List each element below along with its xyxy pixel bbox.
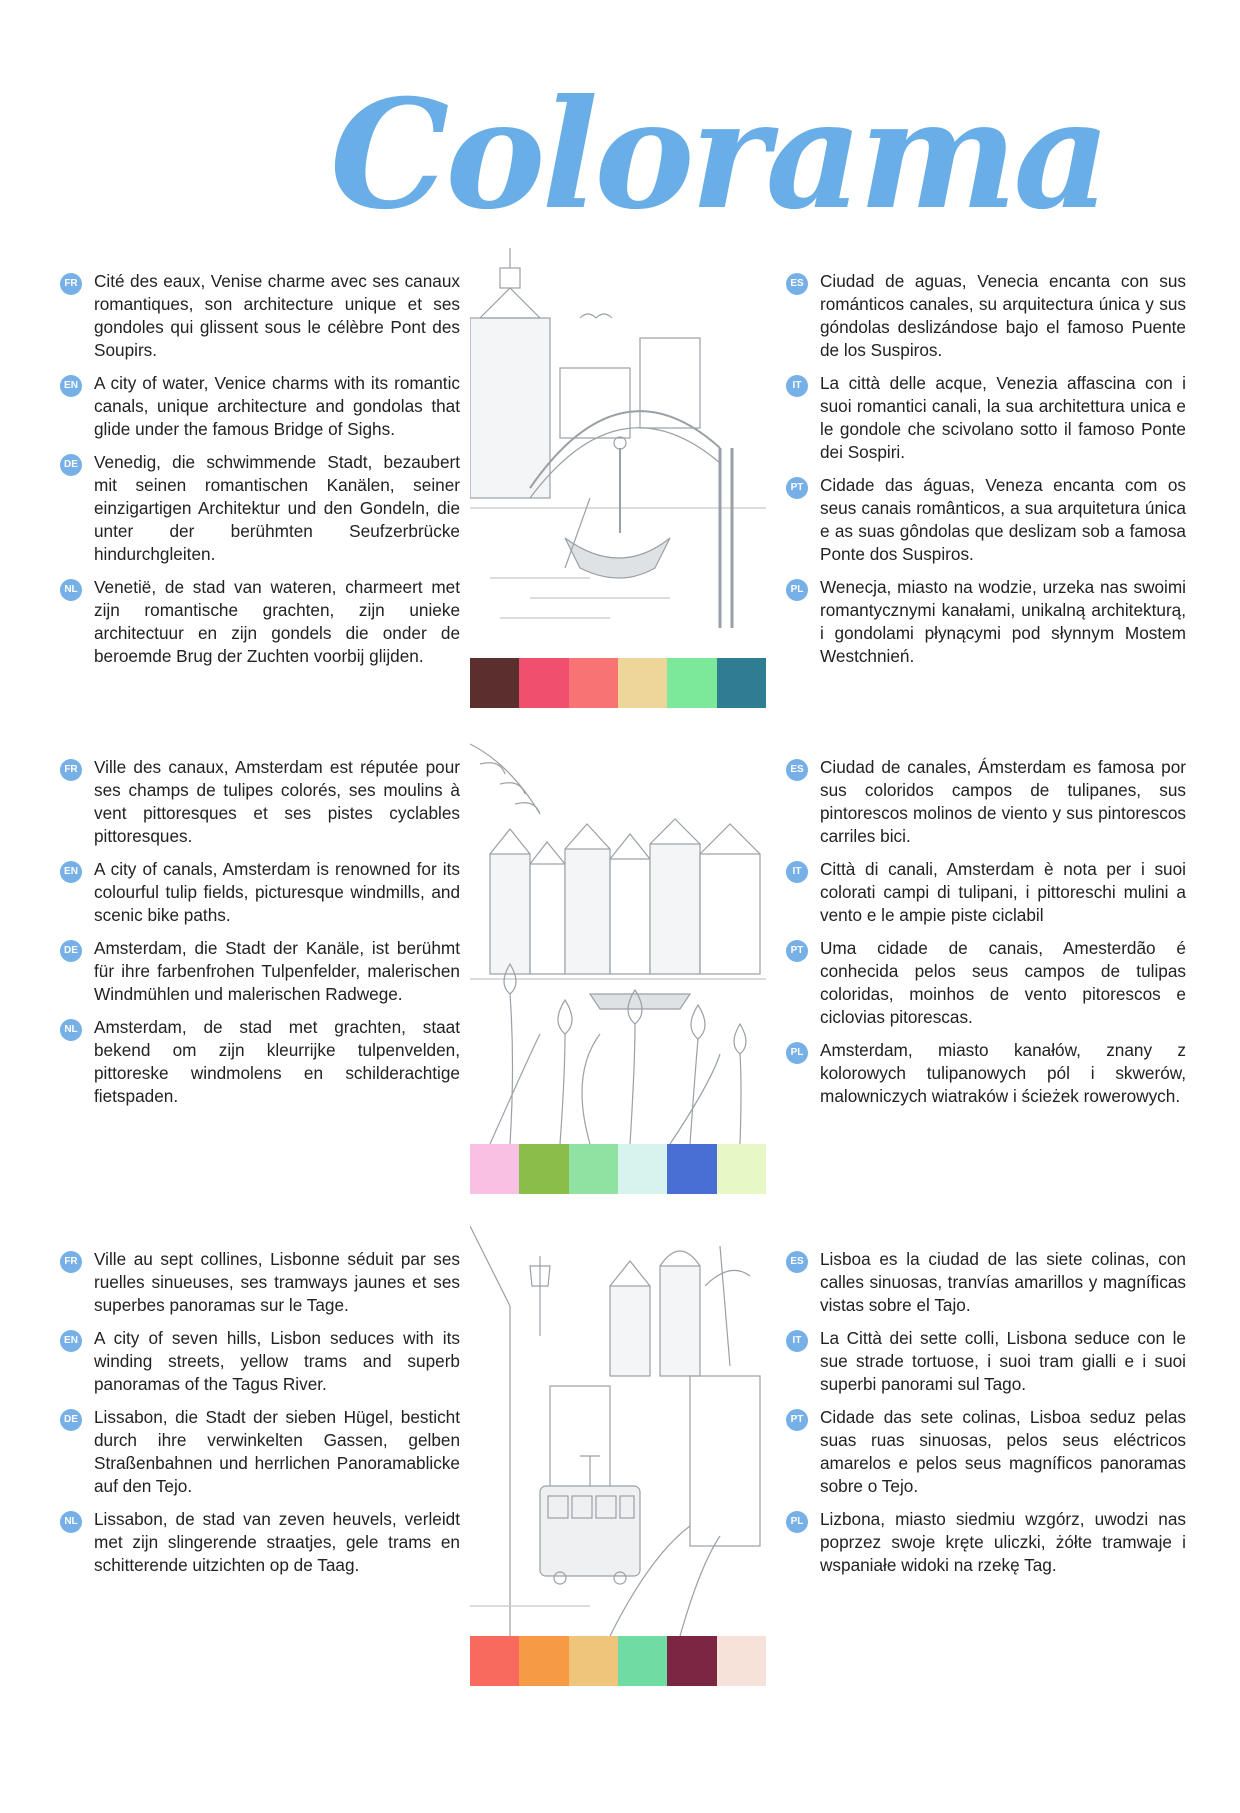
lang-text: A city of water, Venice charms with its romantic canals, unique architecture and gondolas that glide under the famous Bridge of Sighs. (94, 373, 460, 439)
lang-text: Lisboa es la ciudad de las siete colinas, con calles sinuosas, tranvías amarillos y magníficas vistas sobre el Tajo. (820, 1249, 1186, 1315)
lang-badge: ES (786, 759, 808, 781)
lang-text: Ville des canaux, Amsterdam est réputée pour ses champs de tulipes colorés, ses moulins à vent pittoresques et ses pistes cyclables pittoresques. (94, 757, 460, 846)
lang-badge: DE (60, 940, 82, 962)
lang-badge: IT (786, 861, 808, 883)
lang-badge: ES (786, 273, 808, 295)
lang-text: Uma cidade de canais, Amesterdão é conhecida pelos seus campos de tulipas coloridas, moinhos de vento pitorescos e ciclovias pitorescas. (820, 938, 1186, 1027)
lang-entry (60, 451, 460, 566)
lang-text: La Città dei sette colli, Lisbona seduce con le sue strade tortuose, i suoi tram gialli e i suoi superbi panorami sul Tago. (820, 1328, 1186, 1394)
lang-entry (786, 858, 1186, 927)
lang-badge: PL (786, 1511, 808, 1533)
amsterdam-illustration (470, 734, 766, 1144)
text-column-left (60, 270, 460, 678)
lang-text: Ciudad de aguas, Venecia encanta con sus románticos canales, su arquitectura única y sus góndolas deslizándose bajo el famoso Puente de los Suspiros. (820, 271, 1186, 360)
text-column-right (786, 270, 1186, 678)
lang-badge: FR (60, 1251, 82, 1273)
lang-text: Cidade das sete colinas, Lisboa seduz pelas suas ruas sinuosas, pelos seus eléctricos amarelos e pelos seus magníficos panoramas sobre o Tejo. (820, 1407, 1186, 1496)
lang-entry (60, 756, 460, 848)
lang-text: Città di canali, Amsterdam è nota per i suoi colorati campi di tulipani, i pittoreschi mulini a vento e le ampie piste ciclabil (820, 859, 1186, 925)
color-swatch (618, 1144, 667, 1194)
text-column-left (60, 756, 460, 1118)
lang-text: Lissabon, die Stadt der sieben Hügel, besticht durch ihre verwinkelten Gassen, gelben Straßenbahnen und herrlichen Panoramablicke auf den Tejo. (94, 1407, 460, 1496)
lang-badge: FR (60, 759, 82, 781)
lang-entry (60, 270, 460, 362)
color-palette (470, 1636, 766, 1686)
color-swatch (569, 1144, 618, 1194)
text-column-right (786, 756, 1186, 1118)
lang-entry (60, 1406, 460, 1498)
color-swatch (717, 1636, 766, 1686)
colorama-logo: Colorama (330, 67, 1107, 243)
lang-entry (60, 1508, 460, 1577)
lang-entry (60, 1016, 460, 1108)
lang-badge: NL (60, 1511, 82, 1533)
lang-text: Venetië, de stad van wateren, charmeert met zijn romantische grachten, zijn unieke architectuur en zijn gondels die onder de beroemde Brug der Zuchten voorbij glijden. (94, 577, 460, 666)
lang-entry (786, 1039, 1186, 1108)
lang-badge: DE (60, 1409, 82, 1431)
lang-badge: IT (786, 375, 808, 397)
lang-entry (786, 1406, 1186, 1498)
lang-badge: FR (60, 273, 82, 295)
lang-entry (786, 756, 1186, 848)
color-swatch (569, 658, 618, 708)
lang-badge: PT (786, 1409, 808, 1431)
lang-text: Amsterdam, de stad met grachten, staat bekend om zijn kleurrijke tulpenvelden, pittoreske windmolens en schilderachtige fietspaden. (94, 1017, 460, 1106)
color-palette (470, 1144, 766, 1194)
lang-text: Wenecja, miasto na wodzie, urzeka nas swoimi romantycznymi kanałami, unikalną architekturą, i gondolami płynącymi pod słynnym Mostem Westchnień. (820, 577, 1186, 666)
lang-text: Cidade das águas, Veneza encanta com os seus canais românticos, a sua arquitetura única e as suas gôndolas que deslizam sob a famosa Ponte dos Suspiros. (820, 475, 1186, 564)
lang-text: Amsterdam, miasto kanałów, znany z kolorowych tulipanowych pól i skwerów, malowniczych wiatraków i ścieżek rowerowych. (820, 1040, 1186, 1106)
lang-badge: EN (60, 375, 82, 397)
color-swatch (470, 658, 519, 708)
lang-text: A city of seven hills, Lisbon seduces with its winding streets, yellow trams and superb panoramas of the Tagus River. (94, 1328, 460, 1394)
lang-text: A city of canals, Amsterdam is renowned for its colourful tulip fields, picturesque windmills, and scenic bike paths. (94, 859, 460, 925)
color-swatch (667, 1636, 716, 1686)
lang-entry (60, 937, 460, 1006)
color-swatch (717, 658, 766, 708)
lang-badge: EN (60, 861, 82, 883)
color-swatch (618, 1636, 667, 1686)
lang-entry (786, 1508, 1186, 1577)
lang-text: Lizbona, miasto siedmiu wzgórz, uwodzi nas poprzez swoje kręte uliczki, żółte tramwaje i wspaniałe widoki na rzekę Tag. (820, 1509, 1186, 1575)
color-swatch (519, 1636, 568, 1686)
color-swatch (667, 1144, 716, 1194)
color-palette (470, 658, 766, 708)
lang-text: Amsterdam, die Stadt der Kanäle, ist berühmt für ihre farbenfrohen Tulpenfelder, malerischen Windmühlen und malerischen Radwege. (94, 938, 460, 1004)
color-swatch (470, 1144, 519, 1194)
lang-text: Ville au sept collines, Lisbonne séduit par ses ruelles sinueuses, ses tramways jaunes et ses superbes panoramas sur le Tage. (94, 1249, 460, 1315)
lang-text: Ciudad de canales, Ámsterdam es famosa por sus coloridos campos de tulipanes, sus pintorescos molinos de viento y sus pintorescos carriles bici. (820, 757, 1186, 846)
lang-badge: PL (786, 579, 808, 601)
lang-badge: NL (60, 1019, 82, 1041)
lang-badge: PT (786, 477, 808, 499)
color-swatch (618, 658, 667, 708)
lang-badge: ES (786, 1251, 808, 1273)
lang-text: Venedig, die schwimmende Stadt, bezaubert mit seinen romantischen Kanälen, seiner einzigartigen Architektur und den Gondeln, die unter der berühmten Seufzerbrücke hindurchgleiten. (94, 452, 460, 564)
venice-illustration (470, 248, 766, 658)
lang-entry (786, 937, 1186, 1029)
lang-entry (60, 1248, 460, 1317)
lang-text: Cité des eaux, Venise charme avec ses canaux romantiques, son architecture unique et ses gondoles qui glissent sous le célèbre Pont des Soupirs. (94, 271, 460, 360)
text-column-right (786, 1248, 1186, 1587)
color-swatch (470, 1636, 519, 1686)
color-swatch (519, 658, 568, 708)
text-column-left (60, 1248, 460, 1587)
lang-badge: IT (786, 1330, 808, 1352)
lang-entry (60, 576, 460, 668)
lang-entry (786, 270, 1186, 362)
lang-badge: NL (60, 579, 82, 601)
color-swatch (569, 1636, 618, 1686)
lang-entry (786, 372, 1186, 464)
color-swatch (519, 1144, 568, 1194)
lang-entry (786, 576, 1186, 668)
lang-entry (60, 858, 460, 927)
color-swatch (717, 1144, 766, 1194)
lang-badge: DE (60, 454, 82, 476)
lang-badge: PL (786, 1042, 808, 1064)
lang-badge: PT (786, 940, 808, 962)
lang-entry (60, 372, 460, 441)
lang-text: Lissabon, de stad van zeven heuvels, verleidt met zijn slingerende straatjes, gele trams en schitterende uitzichten op de Taag. (94, 1509, 460, 1575)
lang-badge: EN (60, 1330, 82, 1352)
lang-entry (786, 1248, 1186, 1317)
lisbon-illustration (470, 1226, 766, 1636)
lang-text: La città delle acque, Venezia affascina con i suoi romantici canali, la sua architettura unica e le gondole che scivolano sotto il famoso Ponte dei Sospiri. (820, 373, 1186, 462)
lang-entry (786, 474, 1186, 566)
lang-entry (60, 1327, 460, 1396)
color-swatch (667, 658, 716, 708)
lang-entry (786, 1327, 1186, 1396)
